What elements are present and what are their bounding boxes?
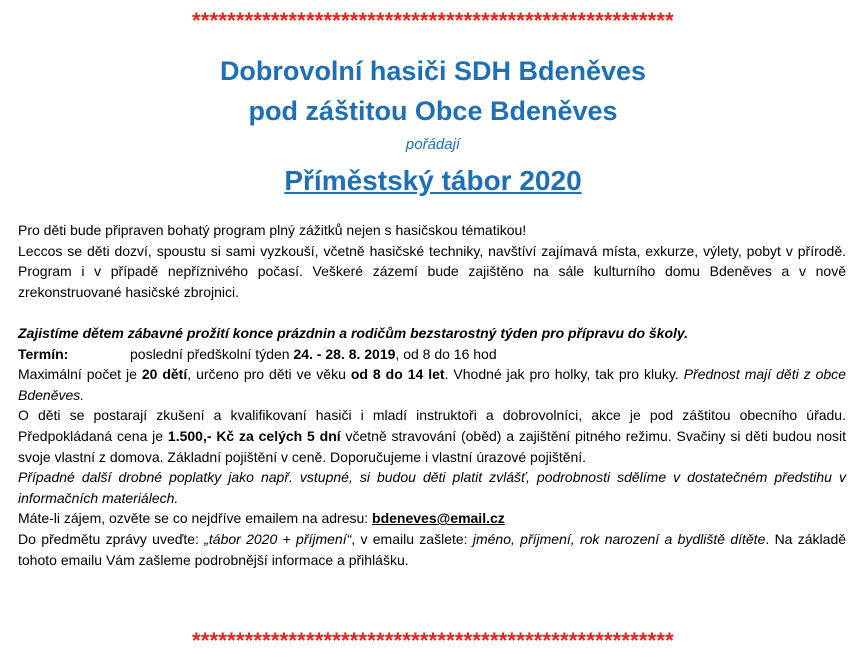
promise-line: Zajistíme dětem zábavné prožití konce prázdnin a rodičům bezstarostný týden pro přípravu do školy. [18, 324, 689, 341]
termin-line: Termín: poslední předškolní týden 24. - 28. 8. 2019, od 8 do 16 hod [18, 344, 846, 365]
contact-line: Máte-li zájem, ozvěte se co nejdříve emailem na adresu: bdeneves@email.cz [18, 510, 505, 527]
body-text [18, 220, 846, 570]
intro-line: Pro děti bude připraven bohatý program plný zážitků nejen s hasičskou tématikou! [18, 222, 527, 238]
subject-paragraph: Do předmětu zprávy uveďte: „tábor 2020 + příjmení“, v emailu zašlete: jméno, příjmení, rok narození a bydliště dítěte. Na základě tohoto emailu Vám zašleme podrobnější informace a přihlášku. [18, 530, 847, 568]
bottom-star-border: ******************************************************* [192, 628, 674, 653]
termin-label: Termín: [18, 345, 69, 362]
subtitle: pořádají [405, 136, 461, 153]
title-line-1: Dobrovolní hasiči SDH Bdeněves [219, 56, 647, 86]
intro-paragraph: Leccos se děti dozví, spoustu si sami vyzkouší, včetně hasičské techniky, navštíví zajímavá místa, exkurze, výlety, pobyt v přírodě. Program i v případě nepříznivého počasí. Veškeré zázemí bude zajištěno na sále kulturního domu Bdeněves a v nově zrekonstruované hasičské zbrojnici. [18, 242, 846, 300]
title-line-2: pod záštitou Obce Bdeněves [248, 96, 618, 126]
event-title: Příměstský tábor 2020 [284, 165, 582, 196]
capacity-paragraph: Maximální počet je 20 dětí, určeno pro děti ve věku od 8 do 14 let. Vhodné jak pro holky, tak pro kluky. Přednost mají děti z obce Bdeněves. [18, 366, 846, 403]
care-paragraph: O děti se postarají zkušení a kvalifikovaní hasiči i mladí instruktoři a dobrovolníci, akce je pod záštitou obecního úřadu. Předpokládaná cena je 1.500,- Kč za celých 5 dní včetně stravování (oběd) a zajištění pitného režimu. Svačiny si děti budou nosit svoje vlastní z domova. Základní pojištění v ceně. Doporučujeme i vlastní úrazové pojištění. [18, 407, 846, 465]
top-star-border: ******************************************************* [192, 8, 674, 33]
fees-paragraph: Případné další drobné poplatky jako např. vstupné, si budou děti platit zvlášť, podrobnosti sdělíme v dostatečném předstihu v informačních materiálech. [18, 469, 846, 506]
email-link[interactable]: bdeneves@email.cz [372, 510, 505, 527]
